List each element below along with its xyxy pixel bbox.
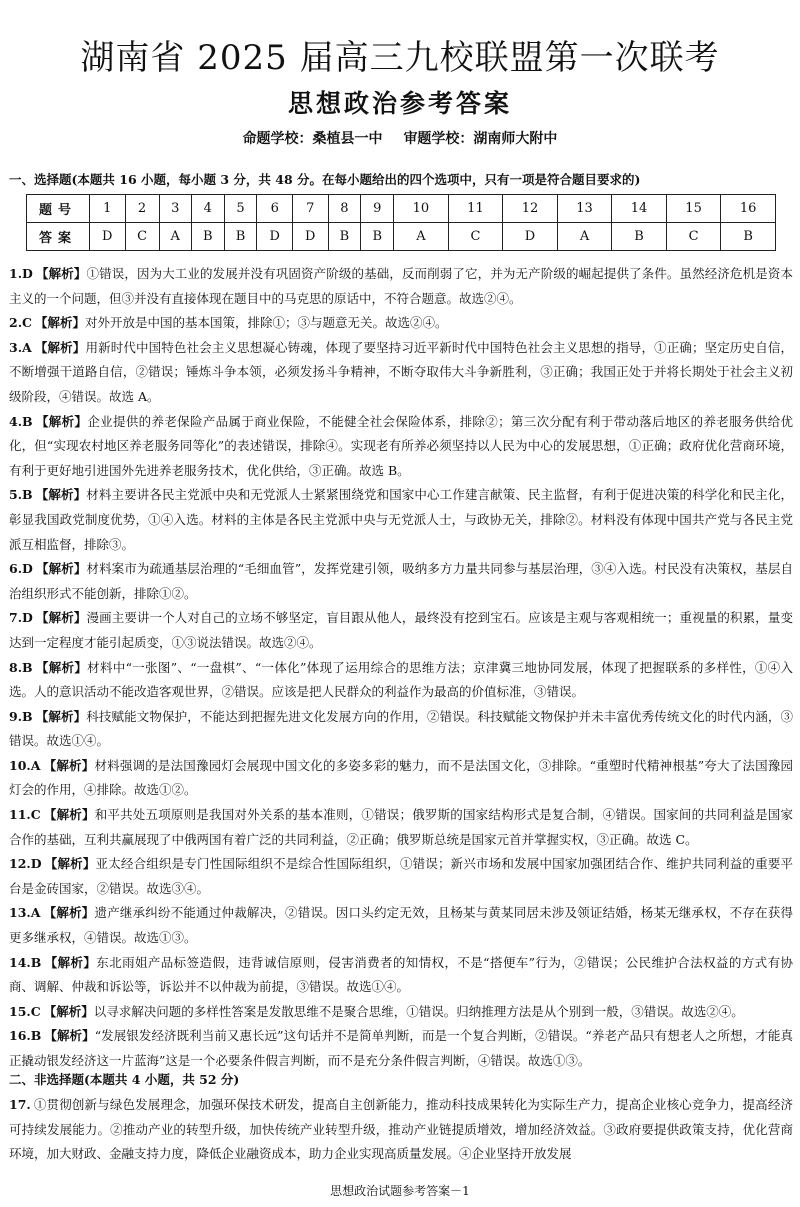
item-number: 16.B	[9, 1028, 42, 1044]
item-text: 材料案市为疏通基层治理的“毛细血管”，发挥党建引领，吸纳多方力量共同参与基层治理，③④入选。村民没有决策权，基层自治组织形式不能创新，排除①②。	[9, 561, 793, 601]
item-number: 10.A	[9, 757, 41, 773]
analysis-tag: 【解析】	[35, 659, 88, 675]
item-text: 材料主要讲各民主党派中央和无党派人士紧紧围绕党和国家中心工作建言献策、民主监督，有利于促进决策的科学化和民主化，彰显我国政党制度优势，①④入选。材料的主体是各民主党派中央与无党派人士，与政协无关，排除②。材料没有体现中国共产党与各民主党派互相监督，排除③。	[9, 487, 793, 552]
item-text: 对外开放是中国的基本国策，排除①；③与题意无关。故选②④。	[85, 315, 448, 331]
question-number: 10	[394, 195, 449, 223]
answer-cell: A	[557, 223, 612, 251]
item-text: 亚太经合组织是专门性国际组织不是综合性国际组织，①错误；新兴市场和发展中国家加强团结合作、维护共同利益的重要平台是金砖国家，②错误。故选③④。	[9, 856, 793, 896]
explanation-item	[9, 901, 793, 950]
explanation-item	[9, 311, 793, 336]
explanation-item	[9, 754, 793, 803]
explanation-item	[9, 803, 793, 852]
analysis-tag: 【解析】	[43, 757, 95, 773]
answer-cell: D	[257, 223, 293, 251]
question-number: 2	[125, 195, 159, 223]
explanation-item	[9, 656, 793, 705]
item-number: 8.B	[9, 659, 33, 675]
item-number: 1.D	[9, 266, 33, 281]
question-number: 1	[90, 195, 126, 223]
item-text: 材料中“一张图”、“一盘棋”、“一体化”体现了运用综合的思维方法；京津冀三地协同发展，体现了把握联系的多样性，①④入选。人的意识活动不能改造客观世界，②错误。应该是把人民群众的利益作为最高的价值标准，③错误。	[9, 659, 793, 700]
analysis-tag: 【解析】	[35, 610, 87, 626]
item-number: 9.B	[9, 708, 33, 724]
item-text: 和平共处五项原则是我国对外关系的基本准则，①错误；俄罗斯的国家结构形式是复合制，④错误。国家间的共同利益是国家合作的基础，互利共赢展现了中俄两国有着广泛的共同利益，②正确；俄罗斯总统是国家元首并掌握实权，③正确。故选 C。	[9, 807, 793, 847]
answer-cell: A	[159, 223, 191, 251]
analysis-tag: 【解析】	[43, 905, 95, 921]
explanation-item	[9, 483, 793, 557]
explanation-item	[9, 1000, 793, 1025]
section1-heading: 一、选择题(本题共 16 小题，每小题 3 分，共 48 分。在每小题给出的四个选项中，只有一项是符合题目要求的)	[9, 172, 641, 187]
explanation-item	[9, 262, 793, 311]
item-text: “发展银发经济既利当前又惠长远”这句话并不是简单判断，而是一个复合判断，②错误。“养老产品只有想老人之所想，才能真正撬动银发经济这一片蓝海”这是一个必要条件假言判断，而不是充分条件假言判断，④错误。故选①③。	[9, 1028, 793, 1068]
answer-cell: D	[503, 223, 558, 251]
question-17-answer	[9, 1093, 793, 1167]
analysis-tag: 【解析】	[35, 561, 87, 577]
item-number: 7.D	[9, 610, 33, 626]
item-number: 5.B	[9, 487, 33, 503]
explanation-item	[9, 557, 793, 606]
analysis-tag: 【解析】	[35, 487, 87, 503]
item-number: 13.A	[9, 905, 41, 921]
analysis-tag: 【解析】	[35, 413, 88, 429]
question-number: 7	[293, 195, 329, 223]
answer-cell: D	[90, 223, 126, 251]
item-text: 以寻求解决问题的多样性答案是发散思维不是聚合思维，①错误。归纳推理方法是从个别到一般，③错误。故选②④。	[93, 1003, 744, 1019]
item-text: 漫画主要讲一个人对自己的立场不够坚定，盲目跟从他人，最终没有挖到宝石。应该是主观与客观相统一；重视量的积累，量变达到一定程度才能引起质变，①③说法错误。故选②④。	[9, 610, 793, 650]
analysis-tag: 【解析】	[43, 1003, 94, 1019]
answer-cell: A	[394, 223, 449, 251]
item-text: 企业提供的养老保险产品属于商业保险，不能健全社会保险体系，排除②；第三次分配有利于带动落后地区的养老服务供给优化，但“实现农村地区养老服务同等化”的表述错误，排除④。实现老有所养必须坚持以人民为中心的发展思想，①正确；政府优化营商环境，有利于更好地引进国外先进养老服务技术，优化供给，③正确。故选 B。	[9, 413, 793, 478]
question-number: 16	[721, 195, 776, 223]
analysis-tag: 【解析】	[35, 315, 86, 331]
answer-cell: C	[125, 223, 159, 251]
item-text: ①贯彻创新与绿色发展理念，加强环保技术研发，提高自主创新能力，推动科技成果转化为实际生产力，提高企业核心竞争力，提高经济可持续发展能力。②推动产业的转型升级，加快传统产业转型升级，推动产业链提质增效，增加经济效益。③政府要提供政策支持，优化营商环境，加大财政、金融支持力度，降低企业融资成本，助力企业实现高质量发展。④企业坚持开放发展	[9, 1097, 793, 1162]
item-number: 11.C	[9, 807, 41, 823]
answer-cell: D	[293, 223, 329, 251]
document-title: 湖南省 2025 届高三九校联盟第一次联考	[80, 38, 720, 78]
explanation-item	[9, 705, 793, 754]
question-number: 9	[361, 195, 394, 223]
item-number: 15.C	[9, 1003, 41, 1019]
explanation-list	[9, 262, 793, 1074]
item-number: 3.A	[9, 339, 32, 355]
explanation-item	[9, 336, 793, 410]
item-number: 17.	[9, 1097, 31, 1112]
item-number: 14.B	[9, 954, 42, 970]
item-number: 12.D	[9, 856, 42, 872]
question-number: 15	[666, 195, 721, 223]
question-number: 3	[159, 195, 191, 223]
question-number: 5	[224, 195, 257, 223]
question-number-row	[27, 195, 776, 223]
analysis-tag: 【解析】	[43, 807, 95, 823]
answer-cell: B	[361, 223, 394, 251]
page-footer: 思想政治试题参考答案－1	[330, 1184, 470, 1198]
question-number: 12	[503, 195, 558, 223]
question-number: 8	[328, 195, 361, 223]
row-label: 题号	[27, 195, 90, 223]
section2-heading: 二、非选择题(本题共 4 小题，共 52 分)	[9, 1072, 240, 1087]
answer-cell: C	[448, 223, 503, 251]
answer-cell: B	[612, 223, 667, 251]
explanation-item	[9, 852, 793, 901]
item-number: 6.D	[9, 561, 33, 577]
analysis-tag: 【解析】	[35, 708, 87, 724]
reviewer-school: 审题学校：湖南师大附中	[403, 131, 558, 147]
explanation-item	[9, 410, 793, 484]
item-text: 材料强调的是法国豫园灯会展现中国文化的多姿多彩的魅力，而不是法国文化，③排除。“重塑时代精神根基”夸大了法国豫园灯会的作用，④排除。故选①②。	[9, 757, 793, 798]
analysis-tag: 【解析】	[35, 266, 87, 281]
answer-table	[26, 194, 776, 251]
item-text: ①错误，因为大工业的发展并没有巩固资产阶级的基础，反而削弱了它，并为无产阶级的崛起提供了条件。虽然经济危机是资本主义的一个问题，但③并没有直接体现在题目中的马克思的原话中，不符合题意。故选②④。	[9, 266, 793, 306]
item-text: 科技赋能文物保护，不能达到把握先进文化发展方向的作用，②错误。科技赋能文物保护并未丰富优秀传统文化的时代内涵，③错误。故选①④。	[9, 708, 793, 749]
question-number: 4	[191, 195, 224, 223]
answer-row	[27, 223, 776, 251]
analysis-tag: 【解析】	[44, 856, 96, 872]
answer-cell: B	[721, 223, 776, 251]
explanation-item	[9, 951, 793, 1000]
question-number: 13	[557, 195, 612, 223]
answer-cell: B	[191, 223, 224, 251]
school-info	[0, 128, 800, 148]
item-number: 2.C	[9, 315, 32, 331]
question-number: 11	[448, 195, 503, 223]
proposer-school: 命题学校：桑植县一中	[242, 131, 383, 147]
analysis-tag: 【解析】	[44, 954, 97, 970]
analysis-tag: 【解析】	[34, 339, 86, 355]
item-text: 用新时代中国特色社会主义思想凝心铸魂，体现了要坚持习近平新时代中国特色社会主义思想的指导，①正确；坚定历史自信，不断增强干道路自信，②错误；锤炼斗争本领，必须发扬斗争精神，不断夺取伟大斗争新胜利，③正确；我国正处于并将长期处于社会主义初级阶段，④错误。故选 A。	[9, 339, 793, 404]
analysis-tag: 【解析】	[44, 1028, 95, 1044]
question-number: 6	[257, 195, 293, 223]
item-text: 遗产继承纠纷不能通过仲裁解决，②错误。因口头约定无效，且杨某与黄某同居未涉及领证结婚，杨某无继承权，不存在获得更多继承权，④错误。故选①③。	[9, 905, 793, 946]
answer-cell: B	[328, 223, 361, 251]
question-number: 14	[612, 195, 667, 223]
answer-cell: C	[666, 223, 721, 251]
explanation-item	[9, 1024, 793, 1073]
item-number: 4.B	[9, 413, 33, 429]
answer-cell: B	[224, 223, 257, 251]
document-subtitle: 思想政治参考答案	[287, 89, 512, 118]
item-text: 东北雨姐产品标签造假，违背诚信原则，侵害消费者的知情权，不是“搭便车”行为，②错误；公民维护合法权益的方式有协商、调解、仲裁和诉讼等，诉讼并不以仲裁为前提，③错误。故选①④。	[9, 954, 793, 995]
explanation-item	[9, 606, 793, 655]
row-label: 答案	[27, 223, 90, 251]
